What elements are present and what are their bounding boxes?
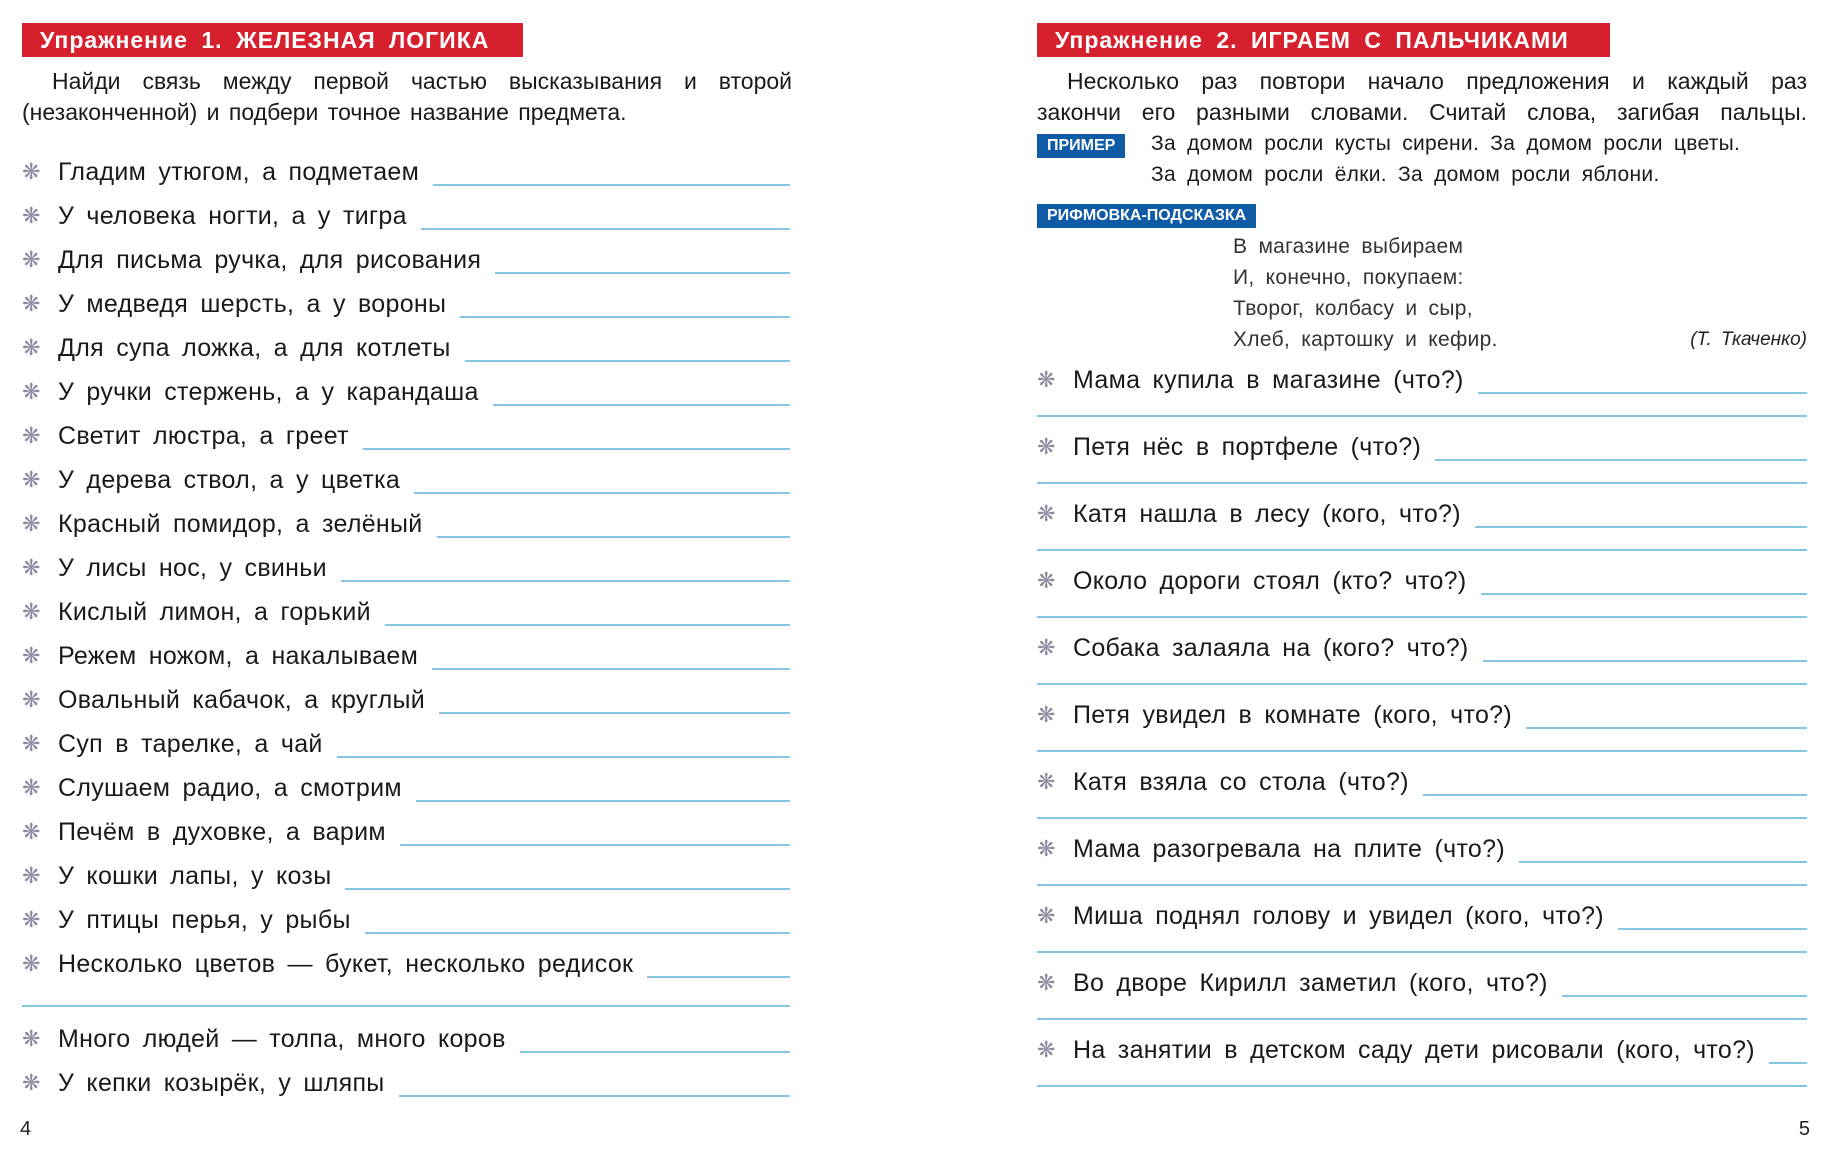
answer-line[interactable]: [520, 1051, 790, 1053]
answer-line[interactable]: [1037, 1085, 1807, 1087]
answer-line[interactable]: [399, 1095, 790, 1097]
poem-line: В магазине выбираем: [1233, 235, 1464, 258]
bullet-star-icon: ❋: [22, 951, 41, 976]
item-text: У медведя шерсть, а у вороны: [58, 290, 447, 318]
answer-line[interactable]: [1483, 660, 1807, 662]
answer-line[interactable]: [416, 800, 790, 802]
answer-line[interactable]: [1423, 794, 1807, 796]
bullet-star-icon: ❋: [1037, 836, 1056, 861]
item-text: Несколько цветов — букет, несколько редисок: [58, 950, 634, 978]
answer-line[interactable]: [341, 580, 790, 582]
item-text: У дерева ствол, а у цветка: [58, 466, 401, 494]
answer-line[interactable]: [1478, 392, 1807, 394]
logic-item: [22, 331, 790, 375]
answer-line[interactable]: [439, 712, 790, 714]
logic-item: [22, 639, 790, 683]
answer-line[interactable]: [1435, 459, 1807, 461]
bullet-star-icon: ❋: [22, 335, 41, 360]
answer-line[interactable]: [647, 976, 790, 978]
bullet-star-icon: ❋: [22, 247, 41, 272]
item-text: Для письма ручка, для рисования: [58, 246, 482, 274]
bullet-star-icon: ❋: [1037, 970, 1056, 995]
bullet-star-icon: ❋: [22, 291, 41, 316]
logic-item: [22, 859, 790, 903]
sentence-item: [1037, 765, 1807, 809]
item-text: Миша поднял голову и увидел (кого, что?): [1073, 902, 1604, 930]
item-text: Во дворе Кирилл заметил (кого, что?): [1073, 969, 1548, 997]
item-text: У человека ногти, а у тигра: [58, 202, 407, 230]
bullet-star-icon: ❋: [22, 643, 41, 668]
exercise-2-instructions: [1037, 66, 1807, 128]
bullet-star-icon: ❋: [1037, 702, 1056, 727]
sentence-item: [1037, 698, 1807, 742]
answer-line[interactable]: [1526, 727, 1807, 729]
example-line: За домом росли ёлки. За домом росли яблони.: [1151, 163, 1660, 186]
page-number-left: 4: [20, 1118, 32, 1140]
logic-item: [22, 1022, 790, 1066]
logic-item: [22, 771, 790, 815]
sentence-item: [1037, 363, 1807, 407]
item-text: Гладим утюгом, а подметаем: [58, 158, 420, 186]
answer-line[interactable]: [345, 888, 790, 890]
item-text: Петя увидел в комнате (кого, что?): [1073, 701, 1512, 729]
poem-line: Хлеб, картошку и кефир.: [1233, 328, 1498, 351]
item-text: На занятии в детском саду дети рисовали (кого, что?): [1073, 1036, 1755, 1064]
answer-line[interactable]: [1769, 1062, 1807, 1064]
bullet-star-icon: ❋: [22, 599, 41, 624]
instruction-line: Найди связь между первой частью высказывания и второй: [52, 68, 792, 94]
bullet-star-icon: ❋: [22, 819, 41, 844]
bullet-star-icon: ❋: [22, 511, 41, 536]
logic-item: [22, 463, 790, 507]
bullet-star-icon: ❋: [1037, 501, 1056, 526]
item-text: Печём в духовке, а варим: [58, 818, 386, 846]
logic-item: [22, 243, 790, 287]
rhyme-hint-badge: РИФМОВКА-ПОДСКАЗКА: [1037, 204, 1256, 228]
answer-line[interactable]: [1037, 415, 1807, 417]
answer-line[interactable]: [1037, 817, 1807, 819]
example-line: За домом росли кусты сирени. За домом росли цветы.: [1151, 132, 1741, 155]
item-text: Для супа ложка, а для котлеты: [58, 334, 451, 362]
answer-line[interactable]: [465, 360, 790, 362]
sentence-item: [1037, 1033, 1807, 1077]
logic-item: [22, 595, 790, 639]
answer-line[interactable]: [433, 184, 790, 186]
page-number-right: 5: [1798, 1118, 1810, 1140]
answer-line[interactable]: [385, 624, 790, 626]
answer-line[interactable]: [400, 844, 790, 846]
item-text: У ручки стержень, а у карандаша: [58, 378, 479, 406]
logic-item: [22, 815, 790, 859]
answer-line[interactable]: [1037, 683, 1807, 685]
bullet-star-icon: ❋: [22, 159, 41, 184]
answer-line[interactable]: [1037, 750, 1807, 752]
exercise-2-header: Упражнение 2. ИГРАЕМ С ПАЛЬЧИКАМИ: [1037, 23, 1610, 57]
item-text: Мама купила в магазине (что?): [1073, 366, 1464, 394]
bullet-star-icon: ❋: [22, 731, 41, 756]
item-text: Петя нёс в портфеле (что?): [1073, 433, 1422, 461]
sentence-item: [1037, 631, 1807, 675]
answer-line[interactable]: [1562, 995, 1807, 997]
answer-line[interactable]: [414, 492, 790, 494]
answer-line[interactable]: [22, 1005, 790, 1007]
poem-line: Творог, колбасу и сыр,: [1233, 297, 1473, 320]
answer-line[interactable]: [1037, 549, 1807, 551]
bullet-star-icon: ❋: [1037, 769, 1056, 794]
sentence-item: [1037, 832, 1807, 876]
item-text: У кошки лапы, у козы: [58, 862, 332, 890]
instruction-line: Несколько раз повтори начало предложения и каждый раз: [1067, 68, 1807, 94]
logic-item: [22, 155, 790, 199]
logic-item: [22, 1066, 790, 1110]
answer-line[interactable]: [460, 316, 790, 318]
item-text: У лисы нос, у свиньи: [58, 554, 327, 582]
bullet-star-icon: ❋: [22, 467, 41, 492]
example-badge: ПРИМЕР: [1037, 134, 1125, 158]
instruction-line: (незаконченной) и подбери точное название предмета.: [22, 99, 627, 125]
bullet-star-icon: ❋: [22, 907, 41, 932]
bullet-star-icon: ❋: [22, 775, 41, 800]
bullet-star-icon: ❋: [22, 1070, 41, 1095]
answer-line[interactable]: [1037, 951, 1807, 953]
bullet-star-icon: ❋: [22, 423, 41, 448]
item-text: У кепки козырёк, у шляпы: [58, 1069, 385, 1097]
item-text: Собака залаяла на (кого? что?): [1073, 634, 1469, 662]
bullet-star-icon: ❋: [22, 555, 41, 580]
bullet-star-icon: ❋: [22, 203, 41, 228]
instruction-line: закончи его разными словами. Считай слова, загибая пальцы.: [1037, 99, 1807, 125]
answer-line[interactable]: [1519, 861, 1807, 863]
answer-line[interactable]: [1037, 884, 1807, 886]
item-text: Катя нашла в лесу (кого, что?): [1073, 500, 1461, 528]
bullet-star-icon: ❋: [1037, 635, 1056, 660]
poem-author: (Т. Ткаченко): [1690, 329, 1807, 350]
item-text: Около дороги стоял (кто? что?): [1073, 567, 1467, 595]
answer-line[interactable]: [337, 756, 790, 758]
bullet-star-icon: ❋: [1037, 568, 1056, 593]
answer-line[interactable]: [421, 228, 790, 230]
answer-line[interactable]: [1618, 928, 1807, 930]
item-text: Режем ножом, а накалываем: [58, 642, 419, 670]
item-text: У птицы перья, у рыбы: [58, 906, 351, 934]
logic-item: [22, 727, 790, 771]
sentence-item: [1037, 966, 1807, 1010]
logic-item: [22, 683, 790, 727]
logic-item: [22, 551, 790, 595]
answer-line[interactable]: [363, 448, 790, 450]
item-text: Кислый лимон, а горький: [58, 598, 371, 626]
bullet-star-icon: ❋: [22, 687, 41, 712]
item-text: Много людей — толпа, много коров: [58, 1025, 506, 1053]
logic-item: [22, 903, 790, 947]
answer-line[interactable]: [493, 404, 790, 406]
exercise-1-header: Упражнение 1. ЖЕЛЕЗНАЯ ЛОГИКА: [22, 23, 523, 57]
item-text: Мама разогревала на плите (что?): [1073, 835, 1505, 863]
answer-line[interactable]: [365, 932, 790, 934]
logic-item: [22, 199, 790, 243]
logic-item: [22, 507, 790, 551]
exercise-1-instructions: [22, 66, 792, 128]
bullet-star-icon: ❋: [22, 863, 41, 888]
sentence-item: [1037, 899, 1807, 943]
sentence-item: [1037, 430, 1807, 474]
logic-item: [22, 287, 790, 331]
bullet-star-icon: ❋: [22, 379, 41, 404]
bullet-star-icon: ❋: [1037, 1037, 1056, 1062]
item-text: Катя взяла со стола (что?): [1073, 768, 1409, 796]
poem-line: И, конечно, покупаем:: [1233, 266, 1464, 289]
answer-line[interactable]: [1037, 1018, 1807, 1020]
answer-line[interactable]: [1037, 482, 1807, 484]
logic-item: [22, 375, 790, 419]
bullet-star-icon: ❋: [1037, 903, 1056, 928]
item-text: Светит люстра, а греет: [58, 422, 349, 450]
bullet-star-icon: ❋: [22, 1026, 41, 1051]
answer-line[interactable]: [437, 536, 790, 538]
answer-line[interactable]: [1481, 593, 1807, 595]
answer-line[interactable]: [432, 668, 790, 670]
item-text: Красный помидор, а зелёный: [58, 510, 423, 538]
bullet-star-icon: ❋: [1037, 367, 1056, 392]
logic-item: [22, 947, 790, 991]
item-text: Слушаем радио, а смотрим: [58, 774, 402, 802]
answer-line[interactable]: [1037, 616, 1807, 618]
sentence-item: [1037, 564, 1807, 608]
answer-line[interactable]: [1475, 526, 1807, 528]
logic-item: [22, 419, 790, 463]
item-text: Суп в тарелке, а чай: [58, 730, 323, 758]
bullet-star-icon: ❋: [1037, 434, 1056, 459]
sentence-item: [1037, 497, 1807, 541]
item-text: Овальный кабачок, а круглый: [58, 686, 425, 714]
answer-line[interactable]: [495, 272, 790, 274]
right-page: [915, 0, 1830, 1149]
